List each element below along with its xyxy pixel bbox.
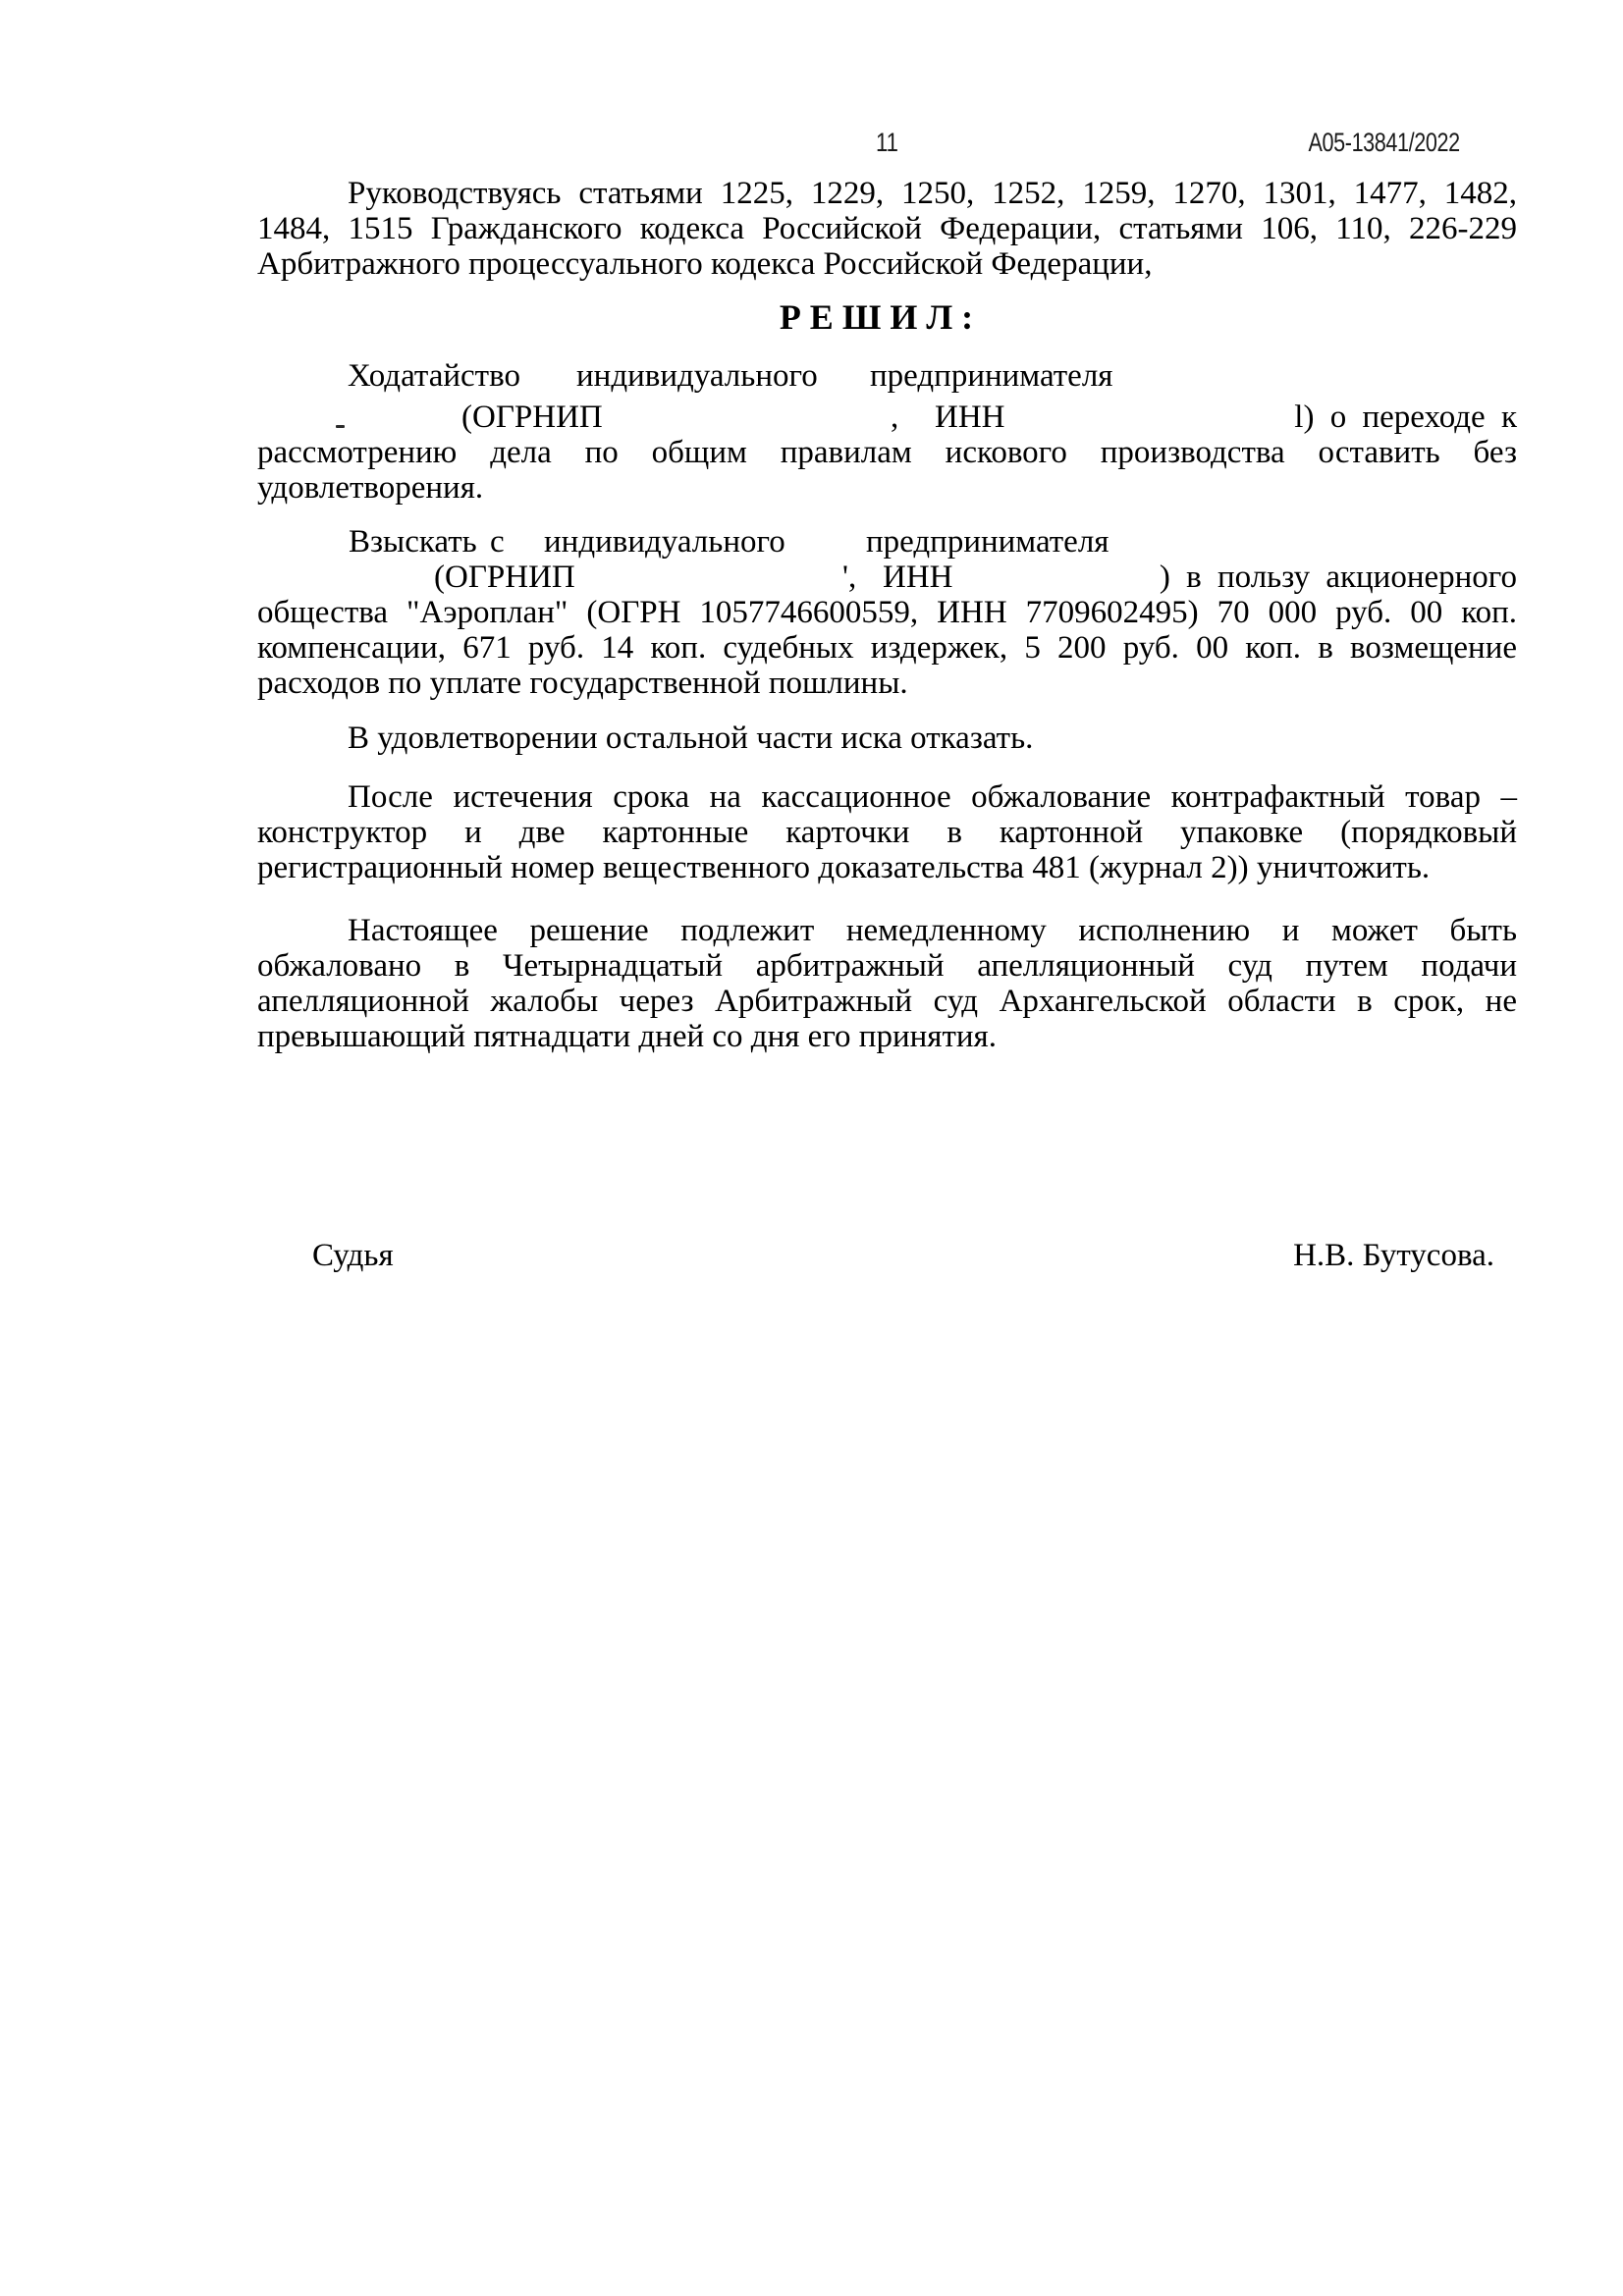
motion-denied-paragraph	[257, 358, 1517, 506]
text-line: 1484, 1515 Гражданского кодекса Российской Федерации, статьями 106, 110, 226-229	[257, 211, 1517, 246]
text-line	[257, 524, 1517, 560]
text-line: удовлетворения.	[257, 470, 484, 506]
text-line: рассмотрению дела по общим правилам искового производства оставить без	[257, 435, 1517, 470]
resolution-heading: Р Е Ш И Л :	[779, 297, 974, 337]
separator: ,	[891, 400, 899, 435]
judge-label: Судья	[312, 1238, 394, 1273]
redaction-artifact	[336, 425, 345, 428]
line-tail: ) в пользу акционерного	[1159, 560, 1517, 595]
text-line: Руководствуясь статьями 1225, 1229, 1250, 1252, 1259, 1270, 1301, 1477, 1482,	[348, 176, 1517, 211]
text-line-redacted	[257, 560, 1517, 595]
word: Ходатайство	[348, 358, 520, 394]
text-line: превышающий пятнадцати дней со дня его принятия.	[257, 1019, 997, 1054]
destruction-paragraph	[257, 779, 1517, 885]
signature-line	[257, 1238, 1517, 1273]
ruling-basis-paragraph	[257, 176, 1517, 282]
separator: ',	[842, 560, 857, 595]
word: с	[490, 524, 505, 560]
word: предпринимателя	[866, 524, 1109, 560]
appeal-paragraph	[257, 913, 1517, 1054]
judge-name: Н.В. Бутусова.	[1293, 1238, 1494, 1273]
recovery-paragraph	[257, 524, 1517, 701]
text-line: После истечения срока на кассационное обжалование контрафактный товар –	[348, 779, 1517, 815]
case-number: А05-13841/2022	[1308, 128, 1460, 157]
text-line: компенсации, 671 руб. 14 коп. судебных издержек, 5 200 руб. 00 коп. в возмещение	[257, 630, 1517, 666]
word: предпринимателя	[870, 358, 1113, 394]
text-line: обжаловано в Четырнадцатый арбитражный апелляционный суд путем подачи	[257, 948, 1517, 984]
document-body	[257, 0, 1517, 2296]
ogrnip-label: (ОГРНИП	[461, 400, 603, 435]
text-line: регистрационный номер вещественного доказательства 481 (журнал 2)) уничтожить.	[257, 850, 1431, 885]
inn-label: ИНН	[883, 560, 953, 595]
partial-dismissal-paragraph	[257, 721, 1517, 756]
line-tail: l) о переходе к	[1294, 400, 1517, 435]
text-line: Арбитражного процессуального кодекса Российской Федерации,	[257, 246, 1153, 282]
text-line: общества "Аэроплан" (ОГРН 1057746600559, ИНН 7709602495) 70 000 руб. 00 коп.	[257, 595, 1517, 630]
text-line: расходов по уплате государственной пошлины.	[257, 666, 908, 701]
text-line: апелляционной жалобы через Арбитражный суд Архангельской области в срок, не	[257, 984, 1517, 1019]
word: Взыскать	[349, 524, 477, 560]
text-line	[257, 358, 1517, 394]
word: индивидуального	[576, 358, 818, 394]
text-line: Настоящее решение подлежит немедленному исполнению и может быть	[348, 913, 1517, 948]
inn-label: ИНН	[935, 400, 1005, 435]
text-line: В удовлетворении остальной части иска отказать.	[348, 721, 1034, 756]
text-line-redacted	[257, 400, 1517, 435]
ogrnip-label: (ОГРНИП	[434, 560, 575, 595]
word: индивидуального	[544, 524, 785, 560]
page-number: 11	[876, 128, 898, 157]
text-line: конструктор и две картонные карточки в картонной упаковке (порядковый	[257, 815, 1517, 850]
